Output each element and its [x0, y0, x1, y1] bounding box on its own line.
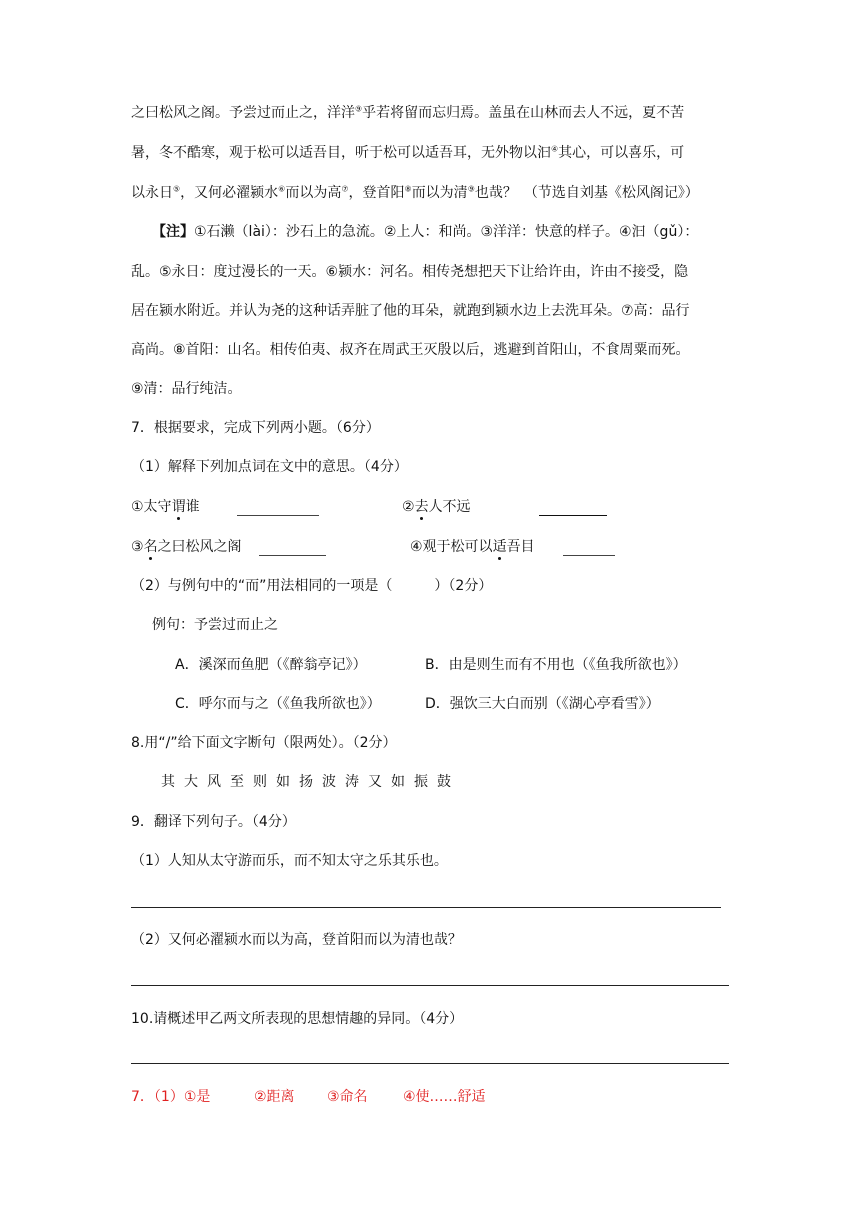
q9-sentence-2: （2）又何必濯颍水而以为高，登首阳而以为清也哉？: [131, 932, 462, 948]
answer-key-4: ④使……舒适: [403, 1089, 486, 1105]
answer-key-lead: 7．（1）①是: [131, 1089, 211, 1105]
answer-blank-2[interactable]: [539, 501, 607, 516]
q9-title: 9．翻译下列句子。（4分）: [131, 814, 296, 830]
q7-option-b[interactable]: B．由是则生而有不用也（《鱼我所欲也》）: [425, 657, 687, 673]
q7-option-a[interactable]: A．溪深而鱼肥（《醉翁亭记》）: [175, 657, 367, 673]
q7-sub2: （2）与例句中的“而”用法相同的一项是（ ）（2分）: [131, 578, 493, 594]
answer-key-2: ②距离: [254, 1089, 295, 1105]
q7-example: 例句：予尝过而止之: [152, 617, 278, 633]
q7-item-1: ①太守谓谁: [131, 499, 200, 515]
notes-line-3: 居在颍水附近。并认为尧的这种话弄脏了他的耳朵，就跑到颍水边上去洗耳朵。⑦高：品行: [131, 303, 690, 319]
q9-sentence-1: （1）人知从太守游而乐，而不知太守之乐其乐也。: [131, 853, 448, 869]
q7-item-2: ②去人不远: [402, 499, 471, 515]
notes-line-1: 【注】①石濑（lài）：沙石上的急流。②上人：和尚。③洋洋：快意的样子。④汩（gǔ）：: [152, 224, 699, 240]
notes-line-2: 乱。⑤永日：度过漫长的一天。⑥颍水：河名。相传尧想把天下让给许由，许由不接受，隐: [131, 264, 689, 280]
q7-sub1: （1）解释下列加点词在文中的意思。（4分）: [131, 459, 408, 475]
notes-line-5: ⑨清：品行纯洁。: [131, 381, 242, 397]
answer-blank-4[interactable]: [563, 541, 615, 556]
q8-title: 8.用“/”给下面文字断句（限两处）。（2分）: [131, 735, 397, 751]
passage-line-1: 之曰松风之阁。予尝过而止之，洋洋⑨乎若将留而忘归焉。盖虽在山林而去人不远，夏不苦: [131, 104, 685, 121]
answer-key-q7-1: [131, 1087, 210, 1107]
q7-title: 7．根据要求，完成下列两小题。（6分）: [131, 420, 380, 436]
notes-line-4: 高尚。⑧首阳：山名。相传伯夷、叔齐在周武王灭殷以后，逃避到首阳山，不食周粟而死。: [131, 342, 690, 358]
q7-item-3: ③名之曰松风之阁: [131, 539, 242, 555]
q10-title: 10.请概述甲乙两文所表现的思想情趣的异同。（4分）: [131, 1011, 464, 1027]
answer-line-q9-2[interactable]: [131, 985, 729, 986]
answer-blank-1[interactable]: [237, 501, 319, 516]
passage-line-2: 暑，冬不酷寒，观于松可以适吾目，听于松可以适吾耳，无外物以汩④其心，可以喜乐，可: [131, 144, 685, 161]
q8-text: 其大风至则如扬波涛又如振鼓: [161, 774, 460, 790]
notes-label: 【注】: [152, 224, 194, 240]
answer-line-q9-1[interactable]: [131, 907, 721, 908]
q7-item-4: ④观于松可以适吾目: [410, 539, 535, 555]
q7-option-d[interactable]: D．强饮三大白而别（《湖心亭看雪》）: [425, 696, 660, 712]
answer-blank-3[interactable]: [259, 541, 326, 556]
q7-option-c[interactable]: C．呼尔而与之（《鱼我所欲也》）: [175, 696, 381, 712]
answer-key-3: ③命名: [327, 1089, 368, 1105]
passage-line-3: 以永日⑤，又何必濯颍水⑥而以为高⑦，登首阳⑧而以为清⑨也哉？ （节选自刘基《松风阁记》）: [131, 184, 699, 201]
answer-line-q10[interactable]: [131, 1063, 729, 1064]
